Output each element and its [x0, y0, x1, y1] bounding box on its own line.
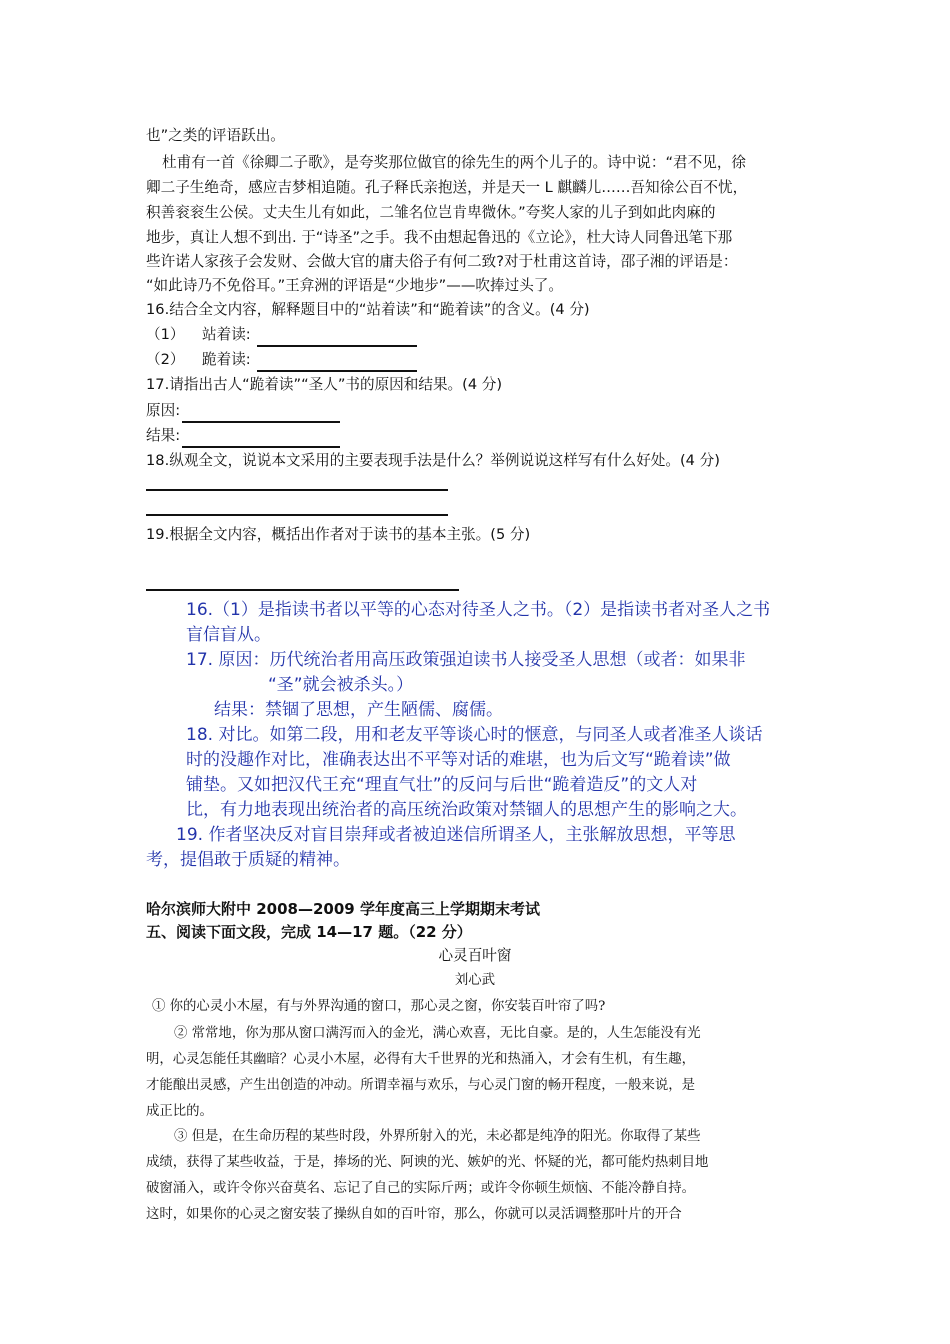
passage-line: 积善衮衮生公侯。丈夫生儿有如此，二雏名位岂肯卑微休。”夸奖人家的儿子到如此肉麻的 [146, 204, 716, 221]
exam-title: 哈尔滨师大附中 2008—2009 学年度高三上学期期末考试 [146, 900, 540, 918]
answer-line: 时的没趣作对比，准确表达出不平等对话的难堪，也为后文写“跪着读”做 [186, 750, 731, 770]
question-17: 17.请指出古人“跪着读”“圣人”书的原因和结果。(4 分) [146, 376, 503, 393]
article-paragraph-line: 成正比的。 [146, 1104, 213, 1119]
article-paragraph-line: 明，心灵怎能任其幽暗？心灵小木屋，必得有大千世界的光和热涌入，才会有生机，有生趣， [146, 1052, 696, 1067]
answer-line: 铺垫。又如把汉代王充“理直气壮”的反问与后世“跪着造反”的文人对 [186, 775, 698, 795]
answer-blank[interactable] [257, 354, 417, 372]
article-paragraph-line: 破窗涌入，或许令你兴奋莫名、忘记了自己的实际斤两；或许令你顿生烦恼、不能冷静自持。 [146, 1181, 696, 1196]
passage-line: 些许诺人家孩子会发财、会做大官的庸夫俗子有何二致?对于杜甫这首诗，邵子湘的评语是： [146, 253, 738, 270]
answer-blank[interactable] [182, 430, 340, 448]
question-17-result [146, 424, 340, 448]
answer-label: 站着读: [202, 326, 251, 343]
answer-line: 比，有力地表现出统治者的高压统治政策对禁锢人的思想产生的影响之大。 [186, 800, 747, 820]
answer-line: 18. 对比。如第二段，用和老友平等谈心时的惬意，与同圣人或者准圣人谈话 [186, 725, 763, 745]
article-paragraph-line: ② 常常地，你为那从窗口满泻而入的金光，满心欢喜，无比自豪。是的，人生怎能没有光 [174, 1026, 701, 1041]
answer-blank[interactable] [257, 329, 417, 347]
passage-line: 卿二子生绝奇，感应吉梦相追随。孔子释氏亲抱送，并是天一 L 麒麟儿……吾知徐公百不忧， [146, 179, 748, 196]
article-paragraph-line: 这时，如果你的心灵之窗安装了操纵自如的百叶帘，那么，你就可以灵活调整那叶片的开合 [146, 1207, 682, 1222]
article-paragraph-line: ③ 但是，在生命历程的某些时段，外界所射入的光，未必都是纯净的阳光。你取得了某些 [174, 1129, 701, 1144]
answer-line: 16.（1）是指读书者以平等的心态对待圣人之书。（2）是指读书者对圣人之书 [186, 600, 771, 620]
passage-line: “如此诗乃不免俗耳。”王弇洲的评语是“少地步”——吹捧过头了。 [146, 277, 563, 294]
passage-line: 杜甫有一首《徐卿二子歌》，是夸奖那位做官的徐先生的两个儿子的。诗中说：“君不见，徐 [162, 154, 747, 171]
answer-label: 原因: [146, 402, 181, 419]
answer-blank[interactable] [146, 514, 448, 516]
part-number: （1） [146, 326, 185, 343]
article-author: 刘心武 [454, 973, 496, 988]
section-instruction: 五、阅读下面文段，完成 14—17 题。（22 分） [146, 923, 472, 941]
article-paragraph-line: ① 你的心灵小木屋，有与外界沟通的窗口，那心灵之窗，你安装百叶帘了吗? [152, 999, 606, 1014]
question-17-reason [146, 399, 340, 423]
answer-line: 盲信盲从。 [186, 625, 271, 645]
question-18: 18.纵观全文，说说本文采用的主要表现手法是什么？举例说说这样写有什么好处。(4 分) [146, 452, 720, 469]
passage-line: 地步，真让人想不到出. 于“诗圣”之手。我不由想起鲁迅的《立论》，杜大诗人同鲁迅笔下那 [146, 229, 733, 246]
question-16-part-2 [146, 348, 417, 372]
answer-line: 17. 原因：历代统治者用高压政策强迫读书人接受圣人思想（或者：如果非 [186, 650, 746, 670]
answer-blank[interactable] [146, 589, 459, 591]
answer-line: 考，提倡敢于质疑的精神。 [146, 850, 350, 870]
question-16-part-1 [146, 323, 417, 347]
part-number: （2） [146, 351, 185, 368]
answer-line: “圣”就会被杀头。） [268, 675, 414, 695]
answer-label: 结果: [146, 427, 181, 444]
answer-line: 结果：禁锢了思想，产生陋儒、腐儒。 [214, 700, 503, 720]
answer-line: 19. 作者坚决反对盲目崇拜或者被迫迷信所谓圣人，主张解放思想，平等思 [176, 825, 736, 845]
article-paragraph-line: 成绩，获得了某些收益，于是，捧场的光、阿谀的光、嫉妒的光、怀疑的光，都可能灼热刺目地 [146, 1155, 709, 1170]
answer-blank[interactable] [182, 405, 340, 423]
article-title: 心灵百叶窗 [438, 947, 512, 964]
answer-blank[interactable] [146, 489, 448, 491]
article-paragraph-line: 才能酿出灵感，产生出创造的冲动。所谓幸福与欢乐，与心灵门窗的畅开程度，一般来说，是 [146, 1078, 696, 1093]
question-16: 16.结合全文内容，解释题目中的“站着读”和“跪着读”的含义。(4 分) [146, 301, 590, 318]
passage-line: 也”之类的评语跃出。 [146, 127, 285, 144]
answer-label: 跪着读: [202, 351, 251, 368]
question-19: 19.根据全文内容，概括出作者对于读书的基本主张。(5 分) [146, 526, 531, 543]
